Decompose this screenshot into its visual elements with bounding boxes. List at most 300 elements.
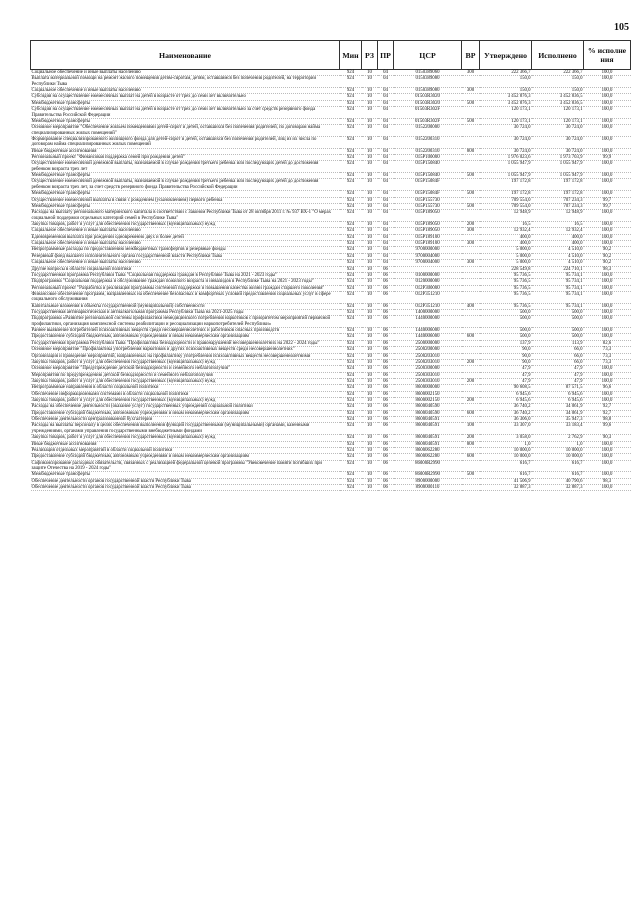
row-expense-type: 500 <box>462 118 480 124</box>
row-target: 2500203010 <box>394 353 462 359</box>
row-section: 10 <box>362 404 378 410</box>
row-subsection: 06 <box>378 353 394 359</box>
table-header-row <box>31 41 631 70</box>
row-subsection: 06 <box>378 410 394 416</box>
row-name: Межбюджетные трансферты <box>31 203 340 209</box>
row-percent: 100,0 <box>584 310 631 316</box>
row-approved: 150,0 <box>480 76 532 88</box>
row-name: Межбюджетные трансферты <box>31 472 340 478</box>
row-ministry: 924 <box>340 148 362 154</box>
row-ministry: 924 <box>340 94 362 100</box>
header-ministry: Мин <box>340 41 362 70</box>
row-executed: 30 724,0 <box>532 148 584 154</box>
header-subsection: ПР <box>378 41 394 70</box>
row-approved: 90,0 <box>480 347 532 353</box>
row-approved: 95 736,5 <box>480 279 532 285</box>
row-target: 015P15084F <box>394 191 462 197</box>
row-section: 10 <box>362 266 378 272</box>
row-ministry: 924 <box>340 161 362 173</box>
row-target: 9700004000 <box>394 253 462 259</box>
row-expense-type: 600 <box>462 454 480 460</box>
row-percent: 100,0 <box>584 100 631 106</box>
row-name: Реализация отдельных мероприятий в области социальной политики <box>31 447 340 453</box>
row-section: 10 <box>362 328 378 334</box>
row-percent: 96,6 <box>584 385 631 391</box>
row-subsection: 04 <box>378 260 394 266</box>
row-target: 8600062280 <box>394 447 462 453</box>
row-ministry: 924 <box>340 447 362 453</box>
row-section: 10 <box>362 303 378 309</box>
row-name: Закупка товаров, работ и услуг для обеспечения государственных (муниципальных) нужд <box>31 221 340 227</box>
row-expense-type: 500 <box>462 203 480 209</box>
row-executed: 6 945,6 <box>532 391 584 397</box>
row-approved: 120 173,1 <box>480 107 532 119</box>
row-section: 10 <box>362 173 378 179</box>
row-subsection: 06 <box>378 435 394 441</box>
row-executed: 34 061,9 <box>532 404 584 410</box>
row-percent: 100,0 <box>584 241 631 247</box>
table-row <box>31 210 631 222</box>
row-section: 10 <box>362 347 378 353</box>
table-row <box>31 179 631 191</box>
row-section: 10 <box>362 391 378 397</box>
row-target: 015P189050 <box>394 210 462 222</box>
row-target: 015P189050 <box>394 228 462 234</box>
row-target: 8900000000 <box>394 478 462 484</box>
row-expense-type <box>462 76 480 88</box>
row-target: 86000R2990 <box>394 460 462 472</box>
row-percent: 100,0 <box>584 191 631 197</box>
row-name: Субсидия на осуществление ежемесячных выплат на детей в возрасте от трех до семи лет включительно за счет средств резервного фонда Правительства Российской Федерации <box>31 107 340 119</box>
row-name: Предоставление субсидий бюджетным, автономным учреждениям и иным некоммерческим организациям <box>31 454 340 460</box>
row-name: Предоставление субсидий бюджетным, автономным учреждениям и иным некоммерческим организациям <box>31 334 340 340</box>
header-expense-type: ВР <box>462 41 480 70</box>
row-executed: 1 055 947,9 <box>532 173 584 179</box>
row-subsection: 06 <box>378 447 394 453</box>
row-percent: 100,0 <box>584 391 631 397</box>
row-name: Предоставление субсидий бюджетным, автономным учреждениям и иным некоммерческим организациям <box>31 410 340 416</box>
row-approved: 5 000,0 <box>480 247 532 253</box>
row-target: 8600040591 <box>394 441 462 447</box>
row-subsection: 04 <box>378 234 394 240</box>
row-expense-type: 200 <box>462 398 480 404</box>
row-ministry: 924 <box>340 372 362 378</box>
row-name: Резервный фонд высшего исполнительного органа государственной власти Республики Тыва <box>31 253 340 259</box>
row-name: Расходы на выплату регионального материнского капитала в соответствии с Законом Республики Тыва от 28 октября 2011 г. № 937 ВХ-1 "О мерах социальной поддержки отдельных категорий семей в Республике Тыва" <box>31 210 340 222</box>
row-approved: 1,0 <box>480 441 532 447</box>
row-subsection: 06 <box>378 266 394 272</box>
row-subsection: 04 <box>378 161 394 173</box>
row-executed: 2 762,9 <box>532 435 584 441</box>
row-executed: 4 510,0 <box>532 253 584 259</box>
row-ministry: 924 <box>340 221 362 227</box>
row-section: 10 <box>362 247 378 253</box>
row-name: Межбюджетные трансферты <box>31 100 340 106</box>
row-executed: 66,0 <box>532 359 584 365</box>
row-executed: 150,0 <box>532 76 584 88</box>
row-ministry: 924 <box>340 410 362 416</box>
row-section: 10 <box>362 417 378 423</box>
row-percent: 100,0 <box>584 316 631 328</box>
row-approved: 16,5 <box>480 221 532 227</box>
row-ministry: 924 <box>340 460 362 472</box>
row-target: 2500303010 <box>394 378 462 384</box>
row-approved: 500,0 <box>480 328 532 334</box>
row-name: Основное мероприятие "Предупреждение детской безнадзорности и семейного неблагополучия" <box>31 366 340 372</box>
row-percent: 100,0 <box>584 210 631 222</box>
row-section: 10 <box>362 279 378 285</box>
row-percent: 99,6 <box>584 423 631 435</box>
row-section: 10 <box>362 316 378 328</box>
header-name: Наименование <box>31 41 340 70</box>
row-ministry: 924 <box>340 118 362 124</box>
row-approved: 95 736,5 <box>480 291 532 303</box>
row-expense-type <box>462 291 480 303</box>
row-ministry: 924 <box>340 454 362 460</box>
row-approved: 32 887,3 <box>480 485 532 491</box>
row-section: 10 <box>362 260 378 266</box>
row-target: 1400000000 <box>394 310 462 316</box>
row-percent: 100,0 <box>584 334 631 340</box>
row-name: Государственная программа Республики Тыва "Профилактика безнадзорности и правонарушений несовершеннолетних на 2022 - 2024 годы" <box>31 340 340 346</box>
row-executed: 400,0 <box>532 234 584 240</box>
row-executed: 12 932,4 <box>532 228 584 234</box>
row-executed: 150,0 <box>532 88 584 94</box>
row-ministry: 924 <box>340 228 362 234</box>
row-ministry: 924 <box>340 272 362 278</box>
row-approved: 41 506,9 <box>480 478 532 484</box>
row-approved: 6 945,6 <box>480 398 532 404</box>
row-section: 10 <box>362 148 378 154</box>
row-expense-type <box>462 179 480 191</box>
row-name: Закупка товаров, работ и услуг для обеспечения государственных (муниципальных) нужд <box>31 435 340 441</box>
row-executed: 197 172,8 <box>532 191 584 197</box>
row-subsection: 04 <box>378 94 394 100</box>
row-ministry: 924 <box>340 107 362 119</box>
row-executed: 224 710,1 <box>532 266 584 272</box>
row-ministry: 924 <box>340 155 362 161</box>
row-ministry: 924 <box>340 303 362 309</box>
row-subsection: 04 <box>378 136 394 148</box>
row-percent: 100,0 <box>584 118 631 124</box>
row-ministry: 924 <box>340 266 362 272</box>
row-ministry: 924 <box>340 70 362 76</box>
row-name: Межбюджетные трансферты <box>31 191 340 197</box>
row-section: 10 <box>362 179 378 191</box>
row-executed: 4 510,0 <box>532 260 584 266</box>
row-ministry: 924 <box>340 472 362 478</box>
row-expense-type <box>462 485 480 491</box>
row-ministry: 924 <box>340 125 362 137</box>
row-expense-type: 500 <box>462 173 480 179</box>
row-section: 10 <box>362 385 378 391</box>
row-executed: 66,0 <box>532 347 584 353</box>
row-section: 10 <box>362 241 378 247</box>
row-subsection: 04 <box>378 118 394 124</box>
row-percent: 82,6 <box>584 340 631 346</box>
row-ministry: 924 <box>340 76 362 88</box>
row-ministry: 924 <box>340 100 362 106</box>
row-target: 1440006000 <box>394 334 462 340</box>
row-name: Непрограммные расходы по предоставлению межбюджетных трансфертов и резервные фонды <box>31 247 340 253</box>
row-section: 10 <box>362 107 378 119</box>
row-percent: 98,3 <box>584 478 631 484</box>
row-subsection: 04 <box>378 241 394 247</box>
row-ministry: 924 <box>340 478 362 484</box>
table-row <box>31 107 631 119</box>
row-subsection: 04 <box>378 107 394 119</box>
table-row <box>31 136 631 148</box>
row-subsection: 04 <box>378 210 394 222</box>
row-executed: 47,9 <box>532 366 584 372</box>
row-subsection: 06 <box>378 441 394 447</box>
row-section: 10 <box>362 203 378 209</box>
row-percent: 100,0 <box>584 88 631 94</box>
row-percent: 100,0 <box>584 285 631 291</box>
row-executed: 120 173,1 <box>532 107 584 119</box>
row-name: Государственная программа Республики Тыва "Социальная поддержка граждан в Республике Тыва на 2021 - 2023 годы" <box>31 272 340 278</box>
row-approved: 36 306,0 <box>480 417 532 423</box>
row-executed: 400,0 <box>532 241 584 247</box>
row-section: 10 <box>362 191 378 197</box>
row-target: 0150389060 <box>394 70 462 76</box>
row-name: Основное мероприятие "Профилактика употребления наркотиков и других психоактивных веществ среди несовершеннолетних" <box>31 347 340 353</box>
row-ministry: 924 <box>340 203 362 209</box>
row-section: 10 <box>362 485 378 491</box>
row-section: 10 <box>362 478 378 484</box>
table-row <box>31 291 631 303</box>
row-subsection: 06 <box>378 291 394 303</box>
row-target: 015P189050 <box>394 221 462 227</box>
row-section: 10 <box>362 155 378 161</box>
row-executed: 500,0 <box>532 310 584 316</box>
row-executed: 35 947,3 <box>532 417 584 423</box>
row-executed: 66,0 <box>532 353 584 359</box>
row-section: 10 <box>362 272 378 278</box>
header-section: РЗ <box>362 41 378 70</box>
row-approved: 500,0 <box>480 316 532 328</box>
row-executed: 16,5 <box>532 221 584 227</box>
row-executed: 95 734,1 <box>532 285 584 291</box>
header-percent: % исполне ния <box>584 41 631 70</box>
row-executed: 500,0 <box>532 328 584 334</box>
row-section: 10 <box>362 310 378 316</box>
row-name: Осуществление ежемесячной денежной выплаты, назначаемой в случае рождения третьего ребенка или последующих детей до достижения ребенком возраста трех лет, за счет средств резервного фонда Правительства Российской Федерации <box>31 179 340 191</box>
row-ministry: 924 <box>340 391 362 397</box>
row-section: 10 <box>362 398 378 404</box>
row-approved: 47,9 <box>480 378 532 384</box>
row-name: Организация и проведение мероприятий, направленных на профилактику употребления психоактивных веществ несовершеннолетними <box>31 353 340 359</box>
row-percent: 100,0 <box>584 303 631 309</box>
row-expense-type: 200 <box>462 435 480 441</box>
row-executed: 707 234,3 <box>532 197 584 203</box>
row-ministry: 924 <box>340 385 362 391</box>
row-approved: 95 736,5 <box>480 285 532 291</box>
row-percent: 100,0 <box>584 454 631 460</box>
row-percent: 100,0 <box>584 136 631 148</box>
row-target: 015P150840 <box>394 161 462 173</box>
row-approved: 36 740,2 <box>480 404 532 410</box>
row-ministry: 924 <box>340 279 362 285</box>
row-section: 10 <box>362 161 378 173</box>
row-subsection: 06 <box>378 417 394 423</box>
row-section: 10 <box>362 410 378 416</box>
row-executed: 120 173,1 <box>532 118 584 124</box>
row-target: 8600062280 <box>394 454 462 460</box>
row-section: 10 <box>362 70 378 76</box>
row-expense-type: 600 <box>462 410 480 416</box>
row-ministry: 924 <box>340 310 362 316</box>
row-ministry: 924 <box>340 378 362 384</box>
row-percent: 92,7 <box>584 410 631 416</box>
row-approved: 10 000,0 <box>480 447 532 453</box>
row-executed: 10 000,0 <box>532 454 584 460</box>
row-approved: 500,0 <box>480 310 532 316</box>
row-percent: 100,0 <box>584 272 631 278</box>
row-ministry: 924 <box>340 241 362 247</box>
row-subsection: 06 <box>378 485 394 491</box>
row-percent: 100,0 <box>584 148 631 154</box>
row-name: Социальное обеспечение и иные выплаты населению <box>31 260 340 266</box>
row-section: 10 <box>362 372 378 378</box>
row-subsection: 06 <box>378 359 394 365</box>
row-ministry: 924 <box>340 285 362 291</box>
row-section: 10 <box>362 291 378 303</box>
row-name: Обеспечение деятельности органов государственной власти Республики Тыва <box>31 478 340 484</box>
row-executed: 1 055 947,9 <box>532 161 584 173</box>
row-executed: 12 948,9 <box>532 210 584 222</box>
row-percent: 100,0 <box>584 234 631 240</box>
row-executed: 95 734,1 <box>532 303 584 309</box>
row-subsection: 04 <box>378 173 394 179</box>
row-target: 1440000000 <box>394 316 462 328</box>
row-percent: 100,0 <box>584 460 631 472</box>
row-percent: 100,0 <box>584 398 631 404</box>
row-expense-type: 500 <box>462 472 480 478</box>
row-target: 8600000000 <box>394 385 462 391</box>
row-ministry: 924 <box>340 485 362 491</box>
row-name: Закупка товаров, работ и услуг для обеспечения государственных (муниципальных) нужд <box>31 378 340 384</box>
row-expense-type <box>462 316 480 328</box>
row-target: 2500203010 <box>394 359 462 365</box>
row-section: 10 <box>362 228 378 234</box>
row-subsection: 06 <box>378 334 394 340</box>
row-approved: 36 740,2 <box>480 410 532 416</box>
row-section: 10 <box>362 285 378 291</box>
row-subsection: 06 <box>378 328 394 334</box>
row-target: 01503R302F <box>394 118 462 124</box>
row-target: 0150389080 <box>394 88 462 94</box>
row-subsection: 04 <box>378 148 394 154</box>
row-section: 10 <box>362 441 378 447</box>
row-subsection: 04 <box>378 88 394 94</box>
row-expense-type: 200 <box>462 359 480 365</box>
row-percent: 100,0 <box>584 378 631 384</box>
row-ministry: 924 <box>340 247 362 253</box>
row-approved: 616,7 <box>480 460 532 472</box>
row-percent: 100,0 <box>584 161 631 173</box>
row-section: 10 <box>362 136 378 148</box>
row-ministry: 924 <box>340 417 362 423</box>
row-expense-type: 300 <box>462 260 480 266</box>
row-approved: 3 452 876,3 <box>480 94 532 100</box>
row-ministry: 924 <box>340 173 362 179</box>
row-percent: 100,0 <box>584 179 631 191</box>
row-executed: 197 172,8 <box>532 179 584 191</box>
row-name: Региональный проект "Финансовая поддержка семей при рождении детей" <box>31 155 340 161</box>
row-percent: 92,7 <box>584 404 631 410</box>
row-executed: 87 571,5 <box>532 385 584 391</box>
table-row <box>31 485 631 491</box>
row-ministry: 924 <box>340 398 362 404</box>
row-name: Капитальные вложения в объекты государственной (муниципальной) собственности <box>31 303 340 309</box>
row-name: Расходы на обеспечение деятельности (оказание услуг) государственных учреждений социальной политики <box>31 404 340 410</box>
row-expense-type: 400 <box>462 303 480 309</box>
row-approved: 47,9 <box>480 372 532 378</box>
row-percent: 100,0 <box>584 76 631 88</box>
row-target: 0152200310 <box>394 136 462 148</box>
row-name: Иные бюджетные ассигнования <box>31 441 340 447</box>
row-executed: 33 183,4 <box>532 423 584 435</box>
row-target: 8600040591 <box>394 435 462 441</box>
row-expense-type <box>462 107 480 119</box>
row-approved: 197 172,8 <box>480 179 532 191</box>
row-percent: 100,0 <box>584 70 631 76</box>
row-percent: 100,0 <box>584 441 631 447</box>
row-approved: 90 608,5 <box>480 385 532 391</box>
row-expense-type: 300 <box>462 88 480 94</box>
row-section: 10 <box>362 340 378 346</box>
row-executed: 3 452 836,5 <box>532 94 584 100</box>
row-ministry: 924 <box>340 441 362 447</box>
row-expense-type: 600 <box>462 334 480 340</box>
row-section: 10 <box>362 88 378 94</box>
row-approved: 197 172,8 <box>480 191 532 197</box>
row-expense-type: 300 <box>462 241 480 247</box>
row-name: Межбюджетные трансферты <box>31 118 340 124</box>
row-percent: 100,0 <box>584 125 631 137</box>
row-percent: 73,3 <box>584 359 631 365</box>
row-target: 86000R2990 <box>394 472 462 478</box>
row-executed: 707 234,3 <box>532 203 584 209</box>
row-ministry: 924 <box>340 260 362 266</box>
row-ministry: 924 <box>340 136 362 148</box>
row-percent: 90,2 <box>584 260 631 266</box>
row-subsection: 06 <box>378 460 394 472</box>
row-expense-type: 200 <box>462 221 480 227</box>
row-executed: 47,9 <box>532 378 584 384</box>
row-name: Закупка товаров, работ и услуг для обеспечения государственных (муниципальных) нужд <box>31 359 340 365</box>
row-executed: 47,9 <box>532 372 584 378</box>
table-row <box>31 125 631 137</box>
row-subsection: 06 <box>378 272 394 278</box>
row-target: 8600040591 <box>394 417 462 423</box>
row-section: 10 <box>362 253 378 259</box>
row-ministry: 924 <box>340 366 362 372</box>
row-name: Социальное обеспечение и иные выплаты населению <box>31 70 340 76</box>
row-name: Социальное обеспечение и иные выплаты населению <box>31 88 340 94</box>
row-approved: 33 307,0 <box>480 423 532 435</box>
row-subsection: 06 <box>378 478 394 484</box>
row-executed: 95 734,1 <box>532 272 584 278</box>
row-section: 10 <box>362 460 378 472</box>
row-subsection: 04 <box>378 197 394 203</box>
row-expense-type: 500 <box>462 100 480 106</box>
row-name: Обеспечение информационными системами в области социальной политики <box>31 391 340 397</box>
row-executed: 32 887,3 <box>532 485 584 491</box>
row-subsection: 06 <box>378 454 394 460</box>
budget-table <box>30 40 631 491</box>
